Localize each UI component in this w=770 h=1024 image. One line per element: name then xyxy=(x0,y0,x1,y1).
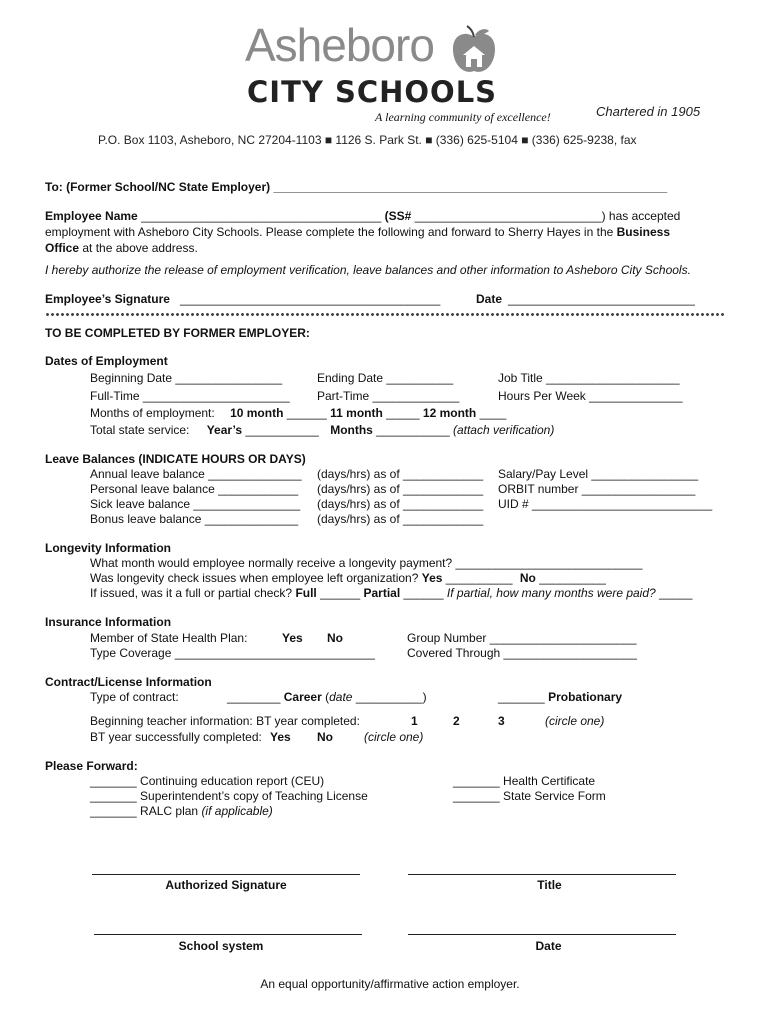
employee-name-field[interactable]: ____________________________________ xyxy=(141,209,382,223)
dates-heading: Dates of Employment xyxy=(45,354,168,368)
bonus-leave-field[interactable]: Bonus leave balance ______________ xyxy=(90,512,299,526)
eeo-footer: An equal opportunity/affirmative action employer. xyxy=(260,977,520,991)
leave-heading: Leave Balances (INDICATE HOURS OR DAYS) xyxy=(45,452,306,466)
employee-signature-field[interactable]: _______________________________________ xyxy=(180,292,441,306)
uid-field[interactable]: UID # ___________________________ xyxy=(498,497,713,511)
months-11-field[interactable]: _____ xyxy=(386,406,420,420)
career-label: Career xyxy=(283,690,322,704)
authorization-statement: I hereby authorize the release of employment verification, leave balances and other information to Asheboro City Schools. xyxy=(45,263,691,277)
tagline: A learning community of excellence! xyxy=(375,110,551,124)
title-line[interactable] xyxy=(408,874,676,875)
state-health-label: Member of State Health Plan: xyxy=(90,631,248,645)
ralc-label: _______ RALC plan xyxy=(90,804,199,818)
months-10-field[interactable]: ______ xyxy=(286,406,327,420)
group-number-field[interactable]: Group Number ______________________ xyxy=(407,631,637,645)
yes-label: Yes xyxy=(421,571,443,585)
authorized-signature-line[interactable] xyxy=(92,874,360,875)
apple-schoolhouse-icon xyxy=(449,25,499,77)
contract-heading: Contract/License Information xyxy=(45,675,212,689)
chartered-text: Chartered in 1905 xyxy=(596,104,701,119)
salary-field[interactable]: Salary/Pay Level ________________ xyxy=(498,467,699,481)
months-10: 10 month xyxy=(230,406,284,420)
years-field[interactable]: ___________ xyxy=(245,423,319,437)
office-word: Office xyxy=(45,241,80,255)
health-yes-option[interactable]: Yes xyxy=(282,631,303,645)
state-service-form-item[interactable]: _______ State Service Form xyxy=(453,789,606,803)
authorized-signature-label: Authorized Signature xyxy=(165,878,287,892)
beginning-date-field[interactable]: Beginning Date ________________ xyxy=(90,371,283,385)
school-system-label: School system xyxy=(178,939,264,953)
health-certificate-item[interactable]: _______ Health Certificate xyxy=(453,774,596,788)
former-employer-heading: TO BE COMPLETED BY FORMER EMPLOYER: xyxy=(45,326,310,340)
partial-months-field[interactable]: _____ xyxy=(659,586,693,600)
bt-success-yes[interactable]: Yes xyxy=(270,730,291,744)
part-time-field[interactable]: Part-Time _____________ xyxy=(317,389,460,403)
type-contract-label: Type of contract: xyxy=(90,690,179,704)
job-title-field[interactable]: Job Title ____________________ xyxy=(498,371,680,385)
probationary-field[interactable]: _______ xyxy=(498,690,545,704)
logo-wordmark: Asheboro xyxy=(245,19,434,71)
employee-name-paragraph xyxy=(45,208,725,256)
no-label: No xyxy=(519,571,536,585)
bonus-as-of-field[interactable]: (days/hrs) as of ____________ xyxy=(317,512,484,526)
para-line2: employment with Asheboro City Schools. Please complete the following and forward to Sherry Hayes in the xyxy=(45,225,614,239)
date-label: Date xyxy=(476,292,503,306)
forward-heading: Please Forward: xyxy=(45,759,138,773)
partial-label: Partial xyxy=(363,586,401,600)
bt-circle-one: (circle one) xyxy=(545,714,605,728)
years-label: Year’s xyxy=(206,423,243,437)
title-label: Title xyxy=(537,878,562,892)
career-field[interactable]: ________ xyxy=(227,690,281,704)
state-service-label: Total state service: xyxy=(90,423,190,437)
months-field-2[interactable]: ___________ xyxy=(376,423,450,437)
bt-success-label: BT year successfully completed: xyxy=(90,730,262,744)
ending-date-field[interactable]: Ending Date __________ xyxy=(317,371,454,385)
no-field[interactable]: __________ xyxy=(539,571,606,585)
longevity-q2: Was longevity check issues when employee left organization? xyxy=(90,571,419,585)
bt-year-1[interactable]: 1 xyxy=(411,714,418,728)
business-word: Business xyxy=(616,225,670,239)
personal-leave-field[interactable]: Personal leave balance ____________ xyxy=(90,482,299,496)
months-12-field[interactable]: ____ xyxy=(479,406,507,420)
ss-label: (SS# xyxy=(384,209,412,223)
probationary-row xyxy=(498,690,622,704)
career-date-label: date xyxy=(329,690,353,704)
months-label-2: Months xyxy=(330,423,373,437)
yes-field[interactable]: __________ xyxy=(445,571,513,585)
bt-year-2[interactable]: 2 xyxy=(453,714,460,728)
attach-verification: (attach verification) xyxy=(452,423,555,437)
months-11: 11 month xyxy=(330,406,383,420)
bottom-date-line[interactable] xyxy=(408,934,676,935)
longevity-partial-row xyxy=(90,586,692,600)
superintendent-item[interactable]: _______ Superintendent’s copy of Teaching License xyxy=(90,789,368,803)
orbit-field[interactable]: ORBIT number _________________ xyxy=(498,482,696,496)
longevity-q3: If issued, was it a full or partial check? xyxy=(90,586,293,600)
accepted-text: ) has accepted xyxy=(601,209,681,223)
logo-city-schools: CITY SCHOOLS xyxy=(247,75,498,109)
career-date-field[interactable]: __________ xyxy=(355,690,423,704)
personal-as-of-field[interactable]: (days/hrs) as of ____________ xyxy=(317,482,484,496)
months-12: 12 month xyxy=(422,406,477,420)
partial-field[interactable]: ______ xyxy=(403,586,444,600)
longevity-issued-row xyxy=(90,571,606,585)
bt-success-circle-one: (circle one) xyxy=(364,730,424,744)
to-former-school-line[interactable]: To: (Former School/NC State Employer) ___________________________________________________________ xyxy=(45,180,668,194)
para-line3: at the above address. xyxy=(82,241,198,255)
insurance-heading: Insurance Information xyxy=(45,615,172,629)
type-coverage-field[interactable]: Type Coverage ______________________________ xyxy=(90,646,375,660)
months-employment-row xyxy=(90,406,506,420)
annual-leave-field[interactable]: Annual leave balance ______________ xyxy=(90,467,302,481)
ralc-if-applicable: (if applicable) xyxy=(201,804,273,818)
bt-success-no[interactable]: No xyxy=(317,730,333,744)
employee-signature-label: Employee’s Signature xyxy=(45,292,170,306)
annual-as-of-field[interactable]: (days/hrs) as of ____________ xyxy=(317,467,484,481)
date-field[interactable]: ____________________________ xyxy=(508,292,695,306)
probationary-label: Probationary xyxy=(548,690,623,704)
ralc-item[interactable] xyxy=(90,804,273,818)
full-label: Full xyxy=(295,586,317,600)
career-row: ________ Career (date __________) xyxy=(227,690,427,704)
sick-leave-field[interactable]: Sick leave balance ________________ xyxy=(90,497,301,511)
state-service-row xyxy=(90,423,554,437)
address-line: P.O. Box 1103, Asheboro, NC 27204-1103 ■ 1126 S. Park St. ■ (336) 625-5104 ■ (336) 625-9238, fax xyxy=(98,133,637,147)
ss-field[interactable]: ____________________________ xyxy=(414,209,602,223)
school-system-line[interactable] xyxy=(94,934,362,935)
employee-name-label: Employee Name xyxy=(45,209,138,223)
partial-question: If partial, how many months were paid? xyxy=(446,586,656,600)
longevity-heading: Longevity Information xyxy=(45,541,171,555)
months-label: Months of employment: xyxy=(90,406,215,420)
bt-year-3[interactable]: 3 xyxy=(498,714,505,728)
hours-per-week-field[interactable]: Hours Per Week ______________ xyxy=(498,389,683,403)
bottom-date-label: Date xyxy=(535,939,562,953)
bt-info-label: Beginning teacher information: BT year completed: xyxy=(90,714,360,728)
longevity-month-field[interactable]: What month would employee normally receive a longevity payment? ____________________________ xyxy=(90,556,643,570)
ceu-item[interactable]: _______ Continuing education report (CEU) xyxy=(90,774,325,788)
sick-as-of-field[interactable]: (days/hrs) as of ____________ xyxy=(317,497,484,511)
full-time-field[interactable]: Full-Time ______________________ xyxy=(90,389,290,403)
dotted-divider xyxy=(45,312,725,317)
full-field[interactable]: ______ xyxy=(320,586,361,600)
covered-through-field[interactable]: Covered Through ____________________ xyxy=(407,646,637,660)
health-no-option[interactable]: No xyxy=(327,631,343,645)
